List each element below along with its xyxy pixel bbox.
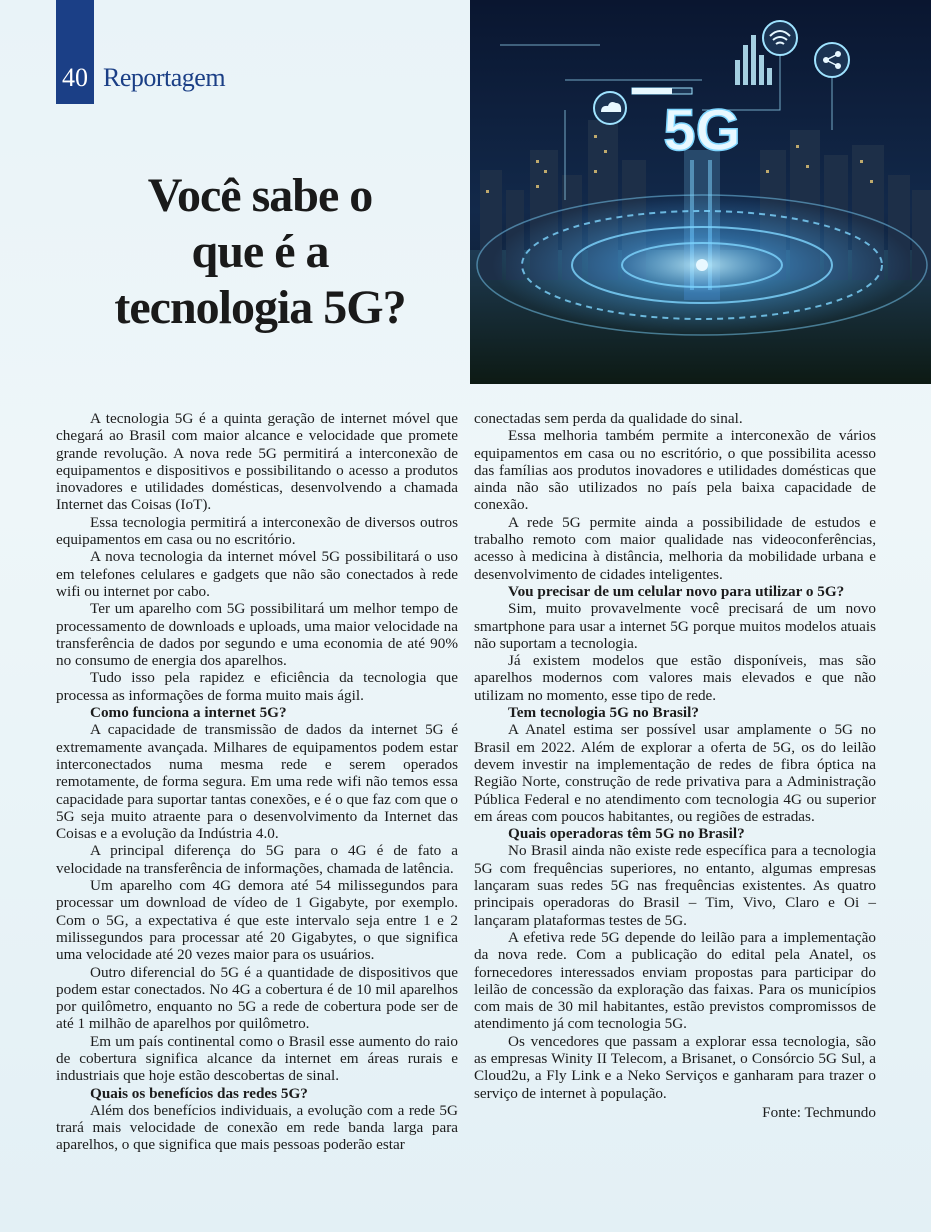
hero-image [470, 0, 931, 384]
article-paragraph: conectadas sem perda da qualidade do sinal. [474, 410, 743, 427]
section-label: Reportagem [103, 63, 226, 92]
cloud-icon [594, 92, 626, 124]
progress-bar-graphic [632, 88, 692, 94]
article-subheading: Tem tecnologia 5G no Brasil? [508, 704, 699, 722]
article-paragraph: A capacidade de transmissão de dados da internet 5G é extremamente avançada. Milhares de equipamentos podem estar interconectados numa mesma rede e serem operados remotamente, de forma segura. Em uma rede wifi não temos essa capacidade para suportar tantas conexões, e é o que faz com que o 5G seja muito atraente para o desenvolvimento da Internet das Coisas e a evolução da Indústria 4.0. [56, 721, 458, 843]
article-paragraph: Um aparelho com 4G demora até 54 milissegundos para processar um download de vídeo de 1 Gigabyte, por exemplo. Com o 5G, a expectativa é que este intervalo seja entre 1 e 2 milissegundos para processar até 20 Gigabytes, o que significa uma velocidade até 20 vezes maior para os usuários. [56, 877, 458, 964]
article-paragraph: A tecnologia 5G é a quinta geração de internet móvel que chegará ao Brasil com maior alcance e velocidade que promete grande revolução. A nova rede 5G permitirá a interconexão de equipamentos e dispositivos e possibilitando o acesso a produtos inovadores e utilidades domésticas, desenvolvendo a chamada Internet das Coisas (IoT). [56, 410, 458, 514]
article-paragraph: Essa tecnologia permitirá a interconexão de diversos outros equipamentos em casa ou no escritório. [56, 513, 458, 549]
article-subheading: Vou precisar de um celular novo para utilizar o 5G? [508, 582, 845, 600]
hero-5g-badge: 5G [663, 98, 741, 163]
article-paragraph: Tudo isso pela rapidez e eficiência da tecnologia que processa as informações de forma muito mais ágil. [56, 669, 458, 704]
wifi-icon [763, 21, 797, 55]
article-paragraph: A principal diferença do 5G para o 4G é de fato a velocidade na transferência de informações, chamada de latência. [56, 842, 458, 877]
article-paragraph: A nova tecnologia da internet móvel 5G possibilitará o uso em telefones celulares e gadgets que não são conectados à rede wifi ou internet por cabo. [56, 548, 458, 600]
article-paragraph: A efetiva rede 5G depende do leilão para a implementação da nova rede. Com a publicação do edital pela Anatel, os fornecedores interessados enviam propostas para participar do leilão de concessão da exploração das faixas. Para os municípios com mais de 30 mil habitantes, estão previstos compromissos de atendimento já com tecnologia 5G. [474, 928, 876, 1033]
share-icon [815, 43, 849, 77]
article-subheading: Quais operadoras têm 5G no Brasil? [508, 825, 745, 843]
headline [60, 168, 460, 336]
article-subheading: Como funciona a internet 5G? [90, 704, 287, 722]
article-column-right [474, 410, 876, 1121]
article-column-left [56, 410, 458, 1154]
article-paragraph: Além dos benefícios individuais, a evolução com a rede 5G trará mais velocidade de conexão em rede banda larga para aparelhos, o que significa que mais pessoas poderão estar [56, 1101, 458, 1154]
article-paragraph: Ter um aparelho com 5G possibilitará um melhor tempo de processamento de downloads e uploads, uma maior velocidade na transferência de dados por segundo e uma economia de até 90% no consumo de energia dos aparelhos. [56, 600, 458, 670]
article-paragraph: Sim, muito provavelmente você precisará de um novo smartphone para usar a internet 5G porque muitos modelos atuais não suportam a tecnologia. [474, 600, 876, 652]
article-paragraph: A rede 5G permite ainda a possibilidade de estudos e trabalho remoto com maior qualidade nas videoconferências, acesso à medicina à distância, melhoria da mobilidade urbana e desenvolvimento de cidades inteligentes. [474, 513, 876, 583]
headline-line-1: Você sabe o [147, 169, 373, 222]
article-paragraph: A Anatel estima ser possível usar amplamente o 5G no Brasil em 2022. Além de explorar a oferta de 5G, os do leilão devem investir na implementação de redes de fibra óptica na Região Norte, construção de rede privativa para a Administração Pública Federal e no atendimento com tecnologia 4G ou superior em áreas com poucos habitantes, ou regiões de estradas. [474, 721, 876, 825]
article-paragraph: Em um país continental como o Brasil esse aumento do raio de cobertura significa alcance da internet em áreas rurais e industriais que hoje estão descobertas de sinal. [56, 1032, 458, 1085]
article-paragraph: Essa melhoria também permite a interconexão de vários equipamentos em casa ou no escritório, o que possibilita acesso das famílias aos produtos inovadores e utilidades domésticas que ainda não são utilizados no país pela baixa capacidade de conexão. [474, 427, 876, 514]
headline-line-2: que é a [191, 225, 329, 278]
page-number: 40 [62, 63, 88, 92]
headline-line-3: tecnologia 5G? [114, 281, 406, 334]
article-subheading: Quais os benefícios das redes 5G? [90, 1084, 308, 1102]
article-paragraph: Já existem modelos que estão disponíveis, mas são aparelhos modernos com valores mais elevados e que não utilizam no momento, esse tipo de rede. [474, 652, 876, 704]
article-paragraph: Os vencedores que passam a explorar essa tecnologia, são as empresas Winity II Telecom, a Brisanet, o Consórcio 5G Sul, a Cloud2u, a Fly Link e a Neko Serviços e ganharam para trazer o serviço de internet à população. [474, 1032, 876, 1102]
article-source: Fonte: Techmundo [762, 1103, 876, 1121]
article-paragraph: Outro diferencial do 5G é a quantidade de dispositivos que podem estar conectados. No 4G a cobertura é de 10 mil aparelhos por quilômetro, enquanto no 5G a rede de cobertura pode ser de até 1 milhão de aparelhos por quilômetro. [56, 963, 458, 1033]
hero-5g-city-illustration [470, 0, 931, 384]
article-paragraph: No Brasil ainda não existe rede específica para a tecnologia 5G com frequências superiores, no entanto, algumas empresas lançaram suas redes 5G nas frequências existentes. As quatro principais operadoras do Brasil – Tim, Vivo, Claro e Oi – lançaram plataformas testes de 5G. [474, 842, 876, 929]
